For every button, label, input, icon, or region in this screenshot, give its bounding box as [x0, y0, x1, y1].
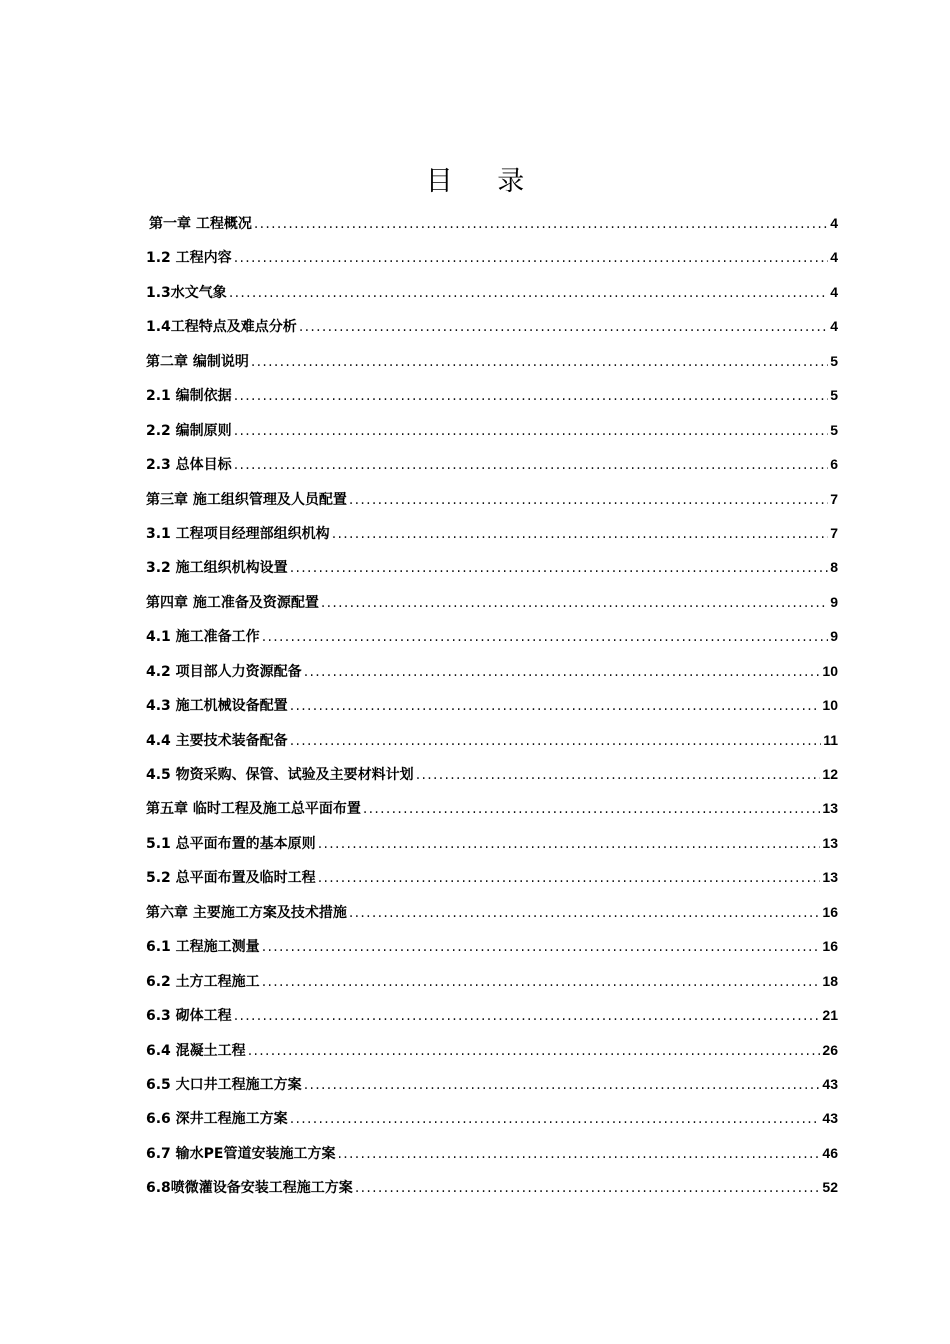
toc-entry[interactable]	[146, 902, 838, 936]
toc-entry[interactable]	[146, 247, 838, 281]
toc-entry[interactable]	[146, 661, 838, 695]
toc-entry[interactable]	[146, 557, 838, 591]
toc-entry[interactable]	[146, 282, 838, 316]
toc-entry[interactable]	[146, 592, 838, 626]
toc-entry-label: 4.3 施工机械设备配置	[146, 698, 288, 715]
toc-entry-label: 4.4 主要技术装备配备	[146, 732, 288, 749]
toc-entry[interactable]	[146, 523, 838, 557]
toc-list	[146, 213, 838, 1212]
toc-entry-page: 6	[830, 456, 838, 473]
toc-entry-page: 46	[822, 1144, 838, 1161]
toc-title: 目 录	[425, 166, 543, 197]
toc-entry-page: 9	[830, 593, 838, 610]
toc-entry[interactable]	[146, 695, 838, 729]
toc-entry-label: 第一章 工程概况	[149, 216, 252, 232]
toc-entry-label: 6.4 混凝土工程	[146, 1042, 246, 1059]
toc-entry-page: 43	[822, 1110, 838, 1127]
toc-entry[interactable]	[146, 798, 838, 832]
toc-entry-page: 5	[830, 352, 838, 369]
toc-entry[interactable]	[146, 1177, 838, 1211]
toc-entry[interactable]	[146, 420, 838, 454]
toc-entry[interactable]	[146, 867, 838, 901]
toc-leader-dots	[349, 492, 828, 508]
toc-entry-page: 13	[822, 834, 838, 851]
toc-entry-label: 2.2 编制原则	[146, 422, 232, 439]
toc-entry-label: 2.1 编制依据	[146, 388, 232, 405]
toc-entry[interactable]	[146, 971, 838, 1005]
toc-entry-page: 5	[830, 387, 838, 404]
toc-leader-dots	[416, 767, 821, 783]
toc-entry-label: 6.3 砌体工程	[146, 1008, 232, 1025]
toc-leader-dots	[332, 526, 829, 542]
toc-entry-page: 5	[830, 421, 838, 438]
toc-leader-dots	[338, 1146, 821, 1162]
toc-leader-dots	[290, 560, 829, 576]
toc-entry-page: 4	[830, 283, 838, 300]
toc-entry-label: 6.2 土方工程施工	[146, 973, 260, 990]
toc-entry-page: 10	[822, 662, 838, 679]
toc-entry-page: 11	[823, 731, 838, 748]
toc-leader-dots	[321, 595, 828, 611]
toc-leader-dots	[304, 1077, 821, 1093]
toc-entry-label: 3.2 施工组织机构设置	[146, 560, 288, 577]
toc-entry-page: 4	[830, 318, 838, 335]
toc-leader-dots	[349, 905, 821, 921]
toc-leader-dots	[234, 250, 829, 266]
toc-entry[interactable]	[146, 1074, 838, 1108]
toc-entry-page: 18	[822, 972, 838, 989]
toc-leader-dots	[262, 974, 821, 990]
toc-entry-label: 1.3水文气象	[146, 284, 227, 301]
toc-leader-dots	[248, 1043, 821, 1059]
toc-entry-label: 4.1 施工准备工作	[146, 629, 260, 646]
toc-entry[interactable]	[146, 213, 838, 247]
toc-leader-dots	[234, 457, 829, 473]
toc-entry[interactable]	[146, 833, 838, 867]
toc-leader-dots	[304, 664, 821, 680]
toc-entry-page: 52	[822, 1179, 838, 1196]
toc-entry-page: 16	[822, 903, 838, 920]
toc-entry-label: 第五章 临时工程及施工总平面布置	[146, 801, 361, 818]
toc-entry-page: 21	[822, 1007, 838, 1024]
toc-entry[interactable]	[146, 730, 838, 764]
toc-entry[interactable]	[146, 1005, 838, 1039]
toc-entry-page: 7	[830, 490, 838, 507]
toc-entry-page: 43	[822, 1075, 838, 1092]
toc-entry-label: 6.5 大口井工程施工方案	[146, 1076, 302, 1093]
toc-entry[interactable]	[146, 316, 838, 350]
toc-entry-label: 1.4工程特点及难点分析	[146, 319, 297, 336]
toc-entry-label: 第二章 编制说明	[146, 353, 249, 370]
toc-entry[interactable]	[146, 1108, 838, 1142]
toc-entry-label: 6.1 工程施工测量	[146, 939, 260, 956]
toc-leader-dots	[318, 836, 821, 852]
toc-entry[interactable]	[146, 351, 838, 385]
toc-entry-page: 9	[830, 628, 838, 645]
toc-leader-dots	[318, 870, 821, 886]
toc-leader-dots	[251, 354, 828, 370]
toc-entry-label: 第三章 施工组织管理及人员配置	[146, 491, 347, 508]
toc-entry[interactable]	[146, 454, 838, 488]
toc-entry-label: 6.7 输水PE管道安装施工方案	[146, 1145, 336, 1162]
toc-entry-page: 10	[822, 697, 838, 714]
toc-leader-dots	[290, 1111, 821, 1127]
toc-entry-page: 4	[830, 249, 838, 266]
toc-leader-dots	[234, 1008, 821, 1024]
toc-entry-label: 5.2 总平面布置及临时工程	[146, 870, 316, 887]
toc-entry-label: 5.1 总平面布置的基本原则	[146, 835, 316, 852]
toc-entry-page: 7	[830, 524, 838, 541]
toc-entry-page: 26	[822, 1041, 838, 1058]
toc-entry[interactable]	[146, 936, 838, 970]
toc-leader-dots	[234, 423, 829, 439]
toc-leader-dots	[299, 319, 828, 335]
toc-entry-label: 4.2 项目部人力资源配备	[146, 663, 302, 680]
toc-entry-page: 8	[830, 559, 838, 576]
toc-leader-dots	[229, 285, 828, 301]
toc-entry[interactable]	[146, 764, 838, 798]
toc-entry-label: 6.6 深井工程施工方案	[146, 1111, 288, 1128]
toc-leader-dots	[363, 801, 821, 817]
toc-leader-dots	[262, 939, 821, 955]
toc-leader-dots	[234, 388, 829, 404]
toc-entry-label: 3.1 工程项目经理部组织机构	[146, 525, 330, 542]
toc-entry-label: 6.8喷微灌设备安装工程施工方案	[146, 1180, 353, 1197]
toc-entry[interactable]	[146, 1143, 838, 1177]
toc-entry[interactable]	[146, 626, 838, 660]
toc-entry-label: 2.3 总体目标	[146, 457, 232, 474]
toc-entry[interactable]	[146, 489, 838, 523]
toc-entry-label: 第六章 主要施工方案及技术措施	[146, 904, 347, 921]
toc-entry-page: 4	[830, 215, 838, 231]
toc-entry[interactable]	[146, 1040, 838, 1074]
toc-leader-dots	[254, 216, 828, 232]
toc-leader-dots	[355, 1180, 821, 1196]
toc-entry-page: 12	[822, 766, 838, 782]
toc-entry-label: 1.2 工程内容	[146, 250, 232, 267]
toc-entry-page: 13	[822, 800, 838, 817]
toc-leader-dots	[290, 698, 821, 714]
toc-entry[interactable]	[146, 385, 838, 419]
toc-entry-page: 13	[822, 869, 838, 886]
toc-entry-label: 4.5 物资采购、保管、试验及主要材料计划	[146, 767, 414, 783]
toc-leader-dots	[290, 733, 822, 749]
toc-entry-label: 第四章 施工准备及资源配置	[146, 594, 319, 611]
toc-entry-page: 16	[822, 938, 838, 955]
toc-leader-dots	[262, 629, 829, 645]
